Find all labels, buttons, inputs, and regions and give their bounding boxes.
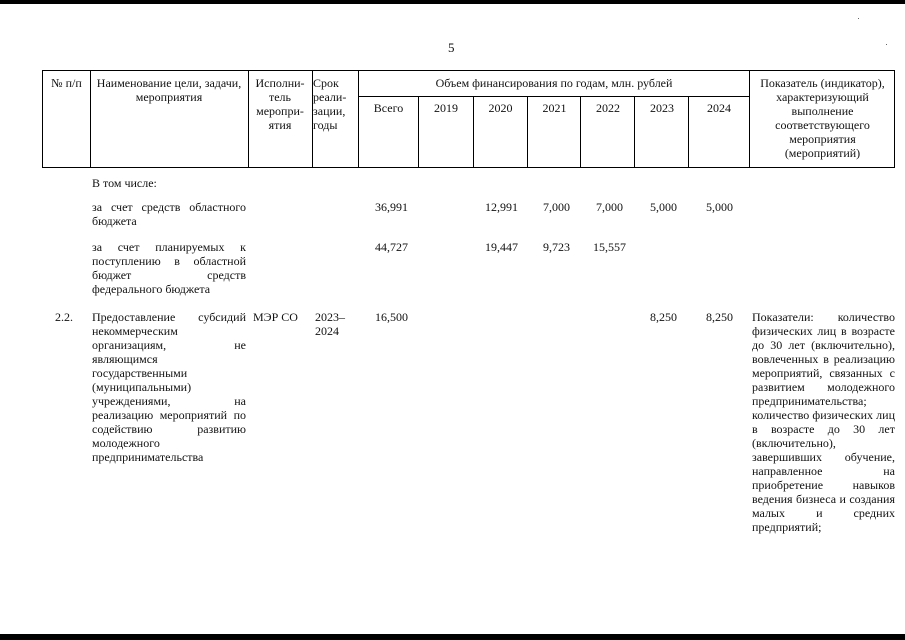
regional-2024: 5,000 — [706, 200, 733, 214]
scan-speck — [858, 18, 859, 19]
item-number: 2.2. — [55, 310, 73, 324]
header-year-2023: 2023 — [650, 101, 674, 115]
item-2023: 8,250 — [650, 310, 677, 324]
header-name: Наименование цели, задачи, мероприятия — [96, 76, 242, 104]
regional-2023: 5,000 — [650, 200, 677, 214]
header-term: Срок реали-зации, годы — [313, 76, 347, 132]
header-year-2022: 2022 — [596, 101, 620, 115]
header-year-2020: 2020 — [488, 101, 513, 115]
regional-2022: 7,000 — [596, 200, 623, 214]
header-indicator: Показатель (индикатор), характеризующий выполнение соответствующего мероприятия (мероприятий) — [760, 76, 885, 160]
header-year-2019: 2019 — [434, 101, 458, 115]
federal-2020: 19,447 — [485, 240, 518, 254]
header-total: Всего — [373, 101, 404, 115]
item-executor: МЭР СО — [253, 310, 298, 324]
header-executor: Исполни-тель меропри-ятия — [255, 76, 305, 132]
top-border — [0, 0, 905, 4]
federal-budget-name: за счет планируемых к поступлению в областной бюджет средств федерального бюджета — [92, 240, 246, 296]
bottom-border — [0, 634, 905, 640]
including-label: В том числе: — [92, 176, 157, 190]
federal-2022: 15,557 — [593, 240, 626, 254]
regional-budget-name: за счет средств областного бюджета — [92, 200, 246, 228]
item-indicator: Показатели: количество физических лиц в возрасте до 30 лет (включительно), вовлеченных в реализацию мероприятий, связанных с развитием молодежного предпринимательства; количество физических лиц в возрасте до 30 лет (включительно), завершивших обучение, направленное на приобретение навыков ведения бизнеса и создания малых и средних предприятий; — [752, 310, 895, 534]
scan-speck — [886, 44, 887, 45]
header-funding: Объем финансирования по годам, млн. рублей — [435, 76, 673, 90]
federal-2021: 9,723 — [543, 240, 570, 254]
regional-2020: 12,991 — [485, 200, 518, 214]
page-number: 5 — [448, 40, 455, 55]
header-year-2024: 2024 — [707, 101, 731, 115]
federal-total: 44,727 — [375, 240, 408, 254]
regional-2021: 7,000 — [543, 200, 570, 214]
item-name: Предоставление субсидий некоммерческим организациям, не являющимся государственными (муниципальными) учреждениями, на реализацию мероприятий по содействию развитию молодежного предпринимательства — [92, 310, 246, 464]
regional-total: 36,991 — [375, 200, 408, 214]
item-2024: 8,250 — [706, 310, 733, 324]
header-year-2021: 2021 — [542, 101, 567, 115]
item-total: 16,500 — [375, 310, 408, 324]
header-num: № п/п — [51, 76, 82, 90]
item-term: 2023–2024 — [315, 310, 345, 338]
